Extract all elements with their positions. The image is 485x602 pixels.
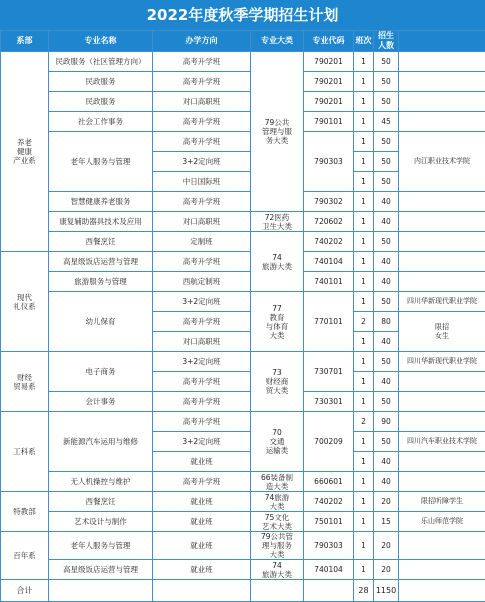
direction-cell: 高考升学班 (153, 132, 251, 152)
header-row (1, 31, 485, 52)
header-classes: 班次 (354, 31, 374, 52)
enroll-cell: 50 (374, 292, 399, 312)
major-cell: 电子商务 (49, 352, 153, 392)
code-cell: 660601 (304, 472, 354, 492)
classes-cell: 1 (354, 72, 374, 92)
note-cell: 四川华新现代职业学院 (399, 292, 485, 312)
note-cell (399, 532, 485, 560)
enrollment-table (0, 30, 485, 602)
category-c75: 75文化 艺术大类 (251, 512, 304, 532)
major-cell: 会计事务 (49, 392, 153, 412)
classes-cell: 1 (354, 472, 374, 492)
code-cell: 790101 (304, 112, 354, 132)
direction-cell: 3+2定向班 (153, 152, 251, 172)
code-cell: 730301 (304, 392, 354, 412)
note-cell (399, 272, 485, 292)
total-empty (153, 580, 251, 602)
dept-elder: 养老 健康 产业系 (1, 52, 49, 252)
classes-cell: 1 (354, 392, 374, 412)
classes-cell: 1 (354, 560, 374, 580)
table-row (1, 132, 485, 152)
enroll-cell: 40 (374, 472, 399, 492)
total-label: 合计 (1, 580, 49, 602)
total-empty (304, 580, 354, 602)
direction-cell: 高考升学班 (153, 192, 251, 212)
direction-cell: 西航定制班 (153, 272, 251, 292)
enroll-cell: 50 (374, 352, 399, 372)
classes-cell: 1 (354, 192, 374, 212)
note-cell: 乐山师范学院 (399, 512, 485, 532)
direction-cell: 就业班 (153, 532, 251, 560)
total-empty (399, 580, 485, 602)
note-cell (399, 212, 485, 232)
code-cell: 730701 (304, 352, 354, 392)
table-row (1, 352, 485, 372)
code-cell: 790201 (304, 72, 354, 92)
classes-cell: 1 (354, 152, 374, 172)
enroll-cell: 50 (374, 432, 399, 452)
major-cell: 智慧健康养老服务 (49, 192, 153, 212)
code-cell: 790303 (304, 132, 354, 192)
classes-cell: 1 (354, 532, 374, 560)
note-cell (399, 452, 485, 472)
direction-cell: 中日国际班 (153, 172, 251, 192)
category-c74a: 74 旅游大类 (251, 232, 304, 292)
table-row (1, 232, 485, 252)
note-cell (399, 412, 485, 432)
note-cell (399, 112, 485, 132)
header-direction: 办学方向 (153, 31, 251, 52)
code-cell: 770101 (304, 292, 354, 352)
classes-cell: 1 (354, 512, 374, 532)
code-cell: 740104 (304, 252, 354, 272)
enroll-cell: 50 (374, 392, 399, 412)
total-row (1, 580, 485, 602)
table-row (1, 292, 485, 312)
table-row (1, 192, 485, 212)
category-c74c: 74 旅游大类 (251, 560, 304, 580)
code-cell: 750101 (304, 512, 354, 532)
major-cell: 民政服务（社区管理方向） (49, 52, 153, 72)
major-cell: 新能源汽车运用与维修 (49, 412, 153, 472)
enroll-cell: 50 (374, 172, 399, 192)
category-c73: 73 财经商 贸大类 (251, 352, 304, 412)
enroll-cell: 50 (374, 52, 399, 72)
classes-cell: 1 (354, 132, 374, 152)
note-cell: 四川华新现代职业学院 (399, 352, 485, 372)
major-cell: 幼儿保育 (49, 292, 153, 352)
note-cell (399, 192, 485, 212)
enroll-cell: 20 (374, 492, 399, 512)
category-c77: 77 教育 与体育 大类 (251, 292, 304, 352)
direction-cell: 高考升学班 (153, 52, 251, 72)
major-cell: 旅游服务与管理 (49, 272, 153, 292)
note-cell (399, 560, 485, 580)
category-c79: 79公共 管理与服 务大类 (251, 52, 304, 212)
major-cell: 无人机操控与维护 (49, 472, 153, 492)
enroll-cell: 50 (374, 132, 399, 152)
note-cell: 内江职业技术学院 (399, 132, 485, 192)
classes-cell: 1 (354, 232, 374, 252)
dept-finance: 财经 贸易系 (1, 352, 49, 412)
classes-cell: 1 (354, 272, 374, 292)
enroll-cell: 80 (374, 312, 399, 332)
major-cell: 民政服务 (49, 92, 153, 112)
code-cell: 790201 (304, 52, 354, 72)
enroll-cell: 50 (374, 232, 399, 252)
classes-cell: 1 (354, 452, 374, 472)
direction-cell: 对口高职班 (153, 92, 251, 112)
classes-cell: 1 (354, 52, 374, 72)
code-cell: 740202 (304, 492, 354, 512)
direction-cell: 就业班 (153, 560, 251, 580)
major-cell: 老年人服务与管理 (49, 532, 153, 560)
note-cell: 限招听障学生 (399, 492, 485, 512)
category-c66: 66装备制 造大类 (251, 472, 304, 492)
enroll-cell: 40 (374, 372, 399, 392)
classes-cell: 2 (354, 412, 374, 432)
table-row (1, 52, 485, 72)
enroll-cell: 40 (374, 332, 399, 352)
direction-cell: 高考升学班 (153, 372, 251, 392)
classes-cell: 1 (354, 112, 374, 132)
direction-cell: 就业班 (153, 492, 251, 512)
direction-cell: 高考升学班 (153, 312, 251, 332)
category-c74b: 74旅游 大类 (251, 492, 304, 512)
header-enroll: 招生 人数 (374, 31, 399, 52)
enroll-cell: 50 (374, 152, 399, 172)
classes-cell: 1 (354, 492, 374, 512)
header-dept: 系部 (1, 31, 49, 52)
enroll-cell: 15 (374, 512, 399, 532)
direction-cell: 3+2定向班 (153, 352, 251, 372)
major-cell: 西餐烹饪 (49, 492, 153, 512)
major-cell: 老年人服务与管理 (49, 132, 153, 192)
code-cell: 790303 (304, 532, 354, 560)
direction-cell: 高考升学班 (153, 72, 251, 92)
dept-centenary: 百年系 (1, 532, 49, 580)
table-row (1, 412, 485, 432)
direction-cell: 就业班 (153, 452, 251, 472)
code-cell: 740202 (304, 232, 354, 252)
code-cell: 790201 (304, 92, 354, 112)
direction-cell: 3+2定向班 (153, 292, 251, 312)
major-cell: 民政服务 (49, 72, 153, 92)
total-empty (251, 580, 304, 602)
direction-cell: 高考升学班 (153, 392, 251, 412)
direction-cell: 高考升学班 (153, 472, 251, 492)
category-c79b: 79公共管 理与服务 大类 (251, 532, 304, 560)
code-cell: 700209 (304, 412, 354, 472)
classes-cell: 2 (354, 312, 374, 332)
classes-cell: 1 (354, 212, 374, 232)
code-cell: 720602 (304, 212, 354, 232)
enroll-cell: 40 (374, 192, 399, 212)
direction-cell: 就业班 (153, 512, 251, 532)
table-row (1, 252, 485, 272)
classes-cell: 1 (354, 92, 374, 112)
table-row (1, 72, 485, 92)
table-row (1, 472, 485, 492)
enroll-cell: 40 (374, 272, 399, 292)
dept-engineering: 工科系 (1, 412, 49, 492)
note-cell (399, 392, 485, 412)
direction-cell: 高考升学班 (153, 252, 251, 272)
classes-cell: 1 (354, 372, 374, 392)
enroll-cell: 40 (374, 252, 399, 272)
major-cell: 社会工作事务 (49, 112, 153, 132)
page-title: 2022年度秋季学期招生计划 (0, 0, 485, 30)
code-cell: 740104 (304, 560, 354, 580)
category-c72: 72医药 卫生大类 (251, 212, 304, 232)
note-cell: 限招 女生 (399, 312, 485, 352)
enroll-cell: 20 (374, 560, 399, 580)
header-note (399, 31, 485, 52)
enroll-cell: 40 (374, 452, 399, 472)
direction-cell: 对口高职班 (153, 332, 251, 352)
enroll-cell: 20 (374, 532, 399, 560)
table-row (1, 92, 485, 112)
enroll-cell: 40 (374, 212, 399, 232)
classes-cell: 1 (354, 252, 374, 272)
classes-cell: 1 (354, 352, 374, 372)
table-row (1, 492, 485, 512)
direction-cell: 高考升学班 (153, 112, 251, 132)
note-cell (399, 72, 485, 92)
total-enroll: 1150 (374, 580, 399, 602)
note-cell (399, 52, 485, 72)
direction-cell: 定制班 (153, 232, 251, 252)
note-cell: 四川汽车职业技术学院 (399, 432, 485, 452)
enroll-cell: 90 (374, 412, 399, 432)
dept-special: 特教部 (1, 492, 49, 532)
major-cell: 康复辅助器具技术及应用 (49, 212, 153, 232)
note-cell (399, 472, 485, 492)
total-empty (49, 580, 153, 602)
major-cell: 西餐烹饪 (49, 232, 153, 252)
direction-cell: 高考升学班 (153, 412, 251, 432)
major-cell: 高星级饭店运营与管理 (49, 252, 153, 272)
table-row (1, 272, 485, 292)
note-cell (399, 232, 485, 252)
direction-cell: 对口高职班 (153, 212, 251, 232)
enroll-cell: 50 (374, 92, 399, 112)
classes-cell: 1 (354, 432, 374, 452)
direction-cell: 3+2定向班 (153, 432, 251, 452)
classes-cell: 1 (354, 332, 374, 352)
table-row (1, 112, 485, 132)
classes-cell: 1 (354, 172, 374, 192)
header-code: 专业代码 (304, 31, 354, 52)
total-classes: 28 (354, 580, 374, 602)
table-row (1, 512, 485, 532)
note-cell (399, 372, 485, 392)
major-cell: 艺术设计与制作 (49, 512, 153, 532)
major-cell: 高星级饭店运营与管理 (49, 560, 153, 580)
category-c70: 70 交通 运输类 (251, 412, 304, 472)
enroll-cell: 50 (374, 72, 399, 92)
dept-modern: 现代 礼仪系 (1, 252, 49, 352)
code-cell: 740101 (304, 272, 354, 292)
table-row (1, 532, 485, 560)
table-row (1, 392, 485, 412)
note-cell (399, 92, 485, 112)
classes-cell: 1 (354, 292, 374, 312)
header-category: 专业大类 (251, 31, 304, 52)
table-row (1, 560, 485, 580)
code-cell: 790302 (304, 192, 354, 212)
table-row (1, 212, 485, 232)
header-major: 专业名称 (49, 31, 153, 52)
enroll-cell: 45 (374, 112, 399, 132)
note-cell (399, 252, 485, 272)
